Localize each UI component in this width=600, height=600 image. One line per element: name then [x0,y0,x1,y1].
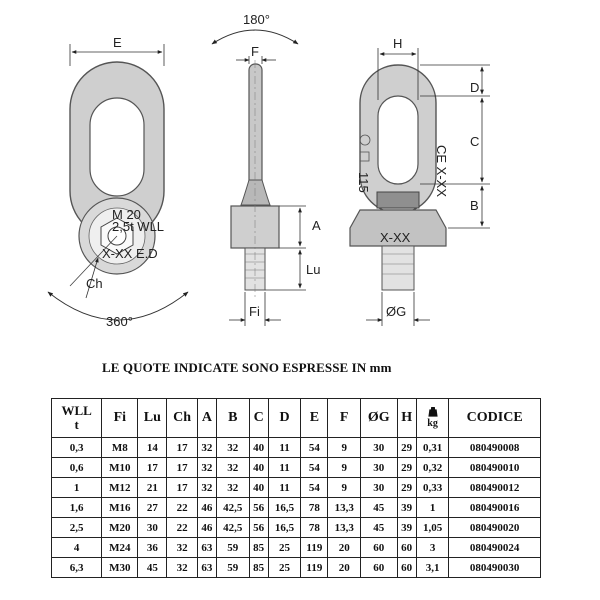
cell-c: 40 [249,478,268,498]
cell-d: 16,5 [268,518,301,538]
cell-ch: 17 [167,458,197,478]
cell-e: 54 [301,458,328,478]
cell-d: 25 [268,558,301,578]
cell-f: 13,3 [328,498,361,518]
col-header-codice: CODICE [449,399,541,438]
cell-g: 60 [360,538,397,558]
table-header-row [52,399,541,438]
eye-bolt-side-view [231,60,279,298]
dim-a-label: A [312,218,321,233]
cell-codice: 080490030 [449,558,541,578]
cell-c: 56 [249,518,268,538]
cell-fi: M20 [102,518,138,538]
side-number-marking: 115 [356,172,371,193]
cell-lu: 17 [138,458,167,478]
cell-a: 63 [197,538,216,558]
cell-f: 20 [328,538,361,558]
cell-h: 39 [397,518,416,538]
col-header-wll-line2: t [74,417,79,432]
cell-h: 60 [397,558,416,578]
cell-g: 30 [360,458,397,478]
cell-lu: 27 [138,498,167,518]
cell-codice: 080490016 [449,498,541,518]
cell-ch: 17 [167,438,197,458]
cell-e: 119 [301,538,328,558]
table-row [52,538,541,558]
cell-b: 42,5 [217,518,250,538]
cell-a: 46 [197,498,216,518]
dim-ch-label: Ch [86,276,103,291]
cell-wll: 1 [52,478,102,498]
cell-c: 40 [249,458,268,478]
col-header-ch: Ch [167,399,197,438]
cell-h: 29 [397,478,416,498]
cell-kg: 0,32 [416,458,449,478]
cell-d: 11 [268,478,301,498]
cell-a: 32 [197,438,216,458]
cell-d: 16,5 [268,498,301,518]
cell-b: 59 [217,538,250,558]
units-caption: LE QUOTE INDICATE SONO ESPRESSE IN mm [102,360,392,375]
cell-f: 9 [328,458,361,478]
cell-f: 13,3 [328,518,361,538]
dim-h-label: H [393,36,403,51]
table-row [52,438,541,458]
hub-wll-marking: 2,5t WLL [112,219,165,234]
cell-codice: 080490008 [449,438,541,458]
cell-c: 56 [249,498,268,518]
cell-d: 11 [268,438,301,458]
cell-codice: 080490012 [449,478,541,498]
cell-fi: M12 [102,478,138,498]
cell-e: 78 [301,518,328,538]
dim-fi-label: Fi [249,304,260,319]
cell-c: 85 [249,538,268,558]
dim-e-label: E [113,35,122,50]
side-ce-marking: CE X-XX [434,145,449,198]
cell-h: 39 [397,498,416,518]
cell-codice: 080490020 [449,518,541,538]
cell-f: 9 [328,438,361,458]
col-header-e: E [301,399,328,438]
cell-h: 29 [397,458,416,478]
cell-ch: 32 [167,558,197,578]
cell-e: 78 [301,498,328,518]
cell-e: 54 [301,478,328,498]
cell-c: 40 [249,438,268,458]
cell-codice: 080490024 [449,538,541,558]
col-header-h: H [397,399,416,438]
cell-lu: 30 [138,518,167,538]
hub-size-marking: M 20 [112,207,141,222]
col-header-kg [416,399,449,438]
cell-g: 45 [360,518,397,538]
table-body [52,438,541,578]
cell-b: 42,5 [217,498,250,518]
cell-fi: M16 [102,498,138,518]
cell-c: 85 [249,558,268,578]
specifications-table [51,398,541,578]
cell-kg: 0,31 [416,438,449,458]
cell-fi: M30 [102,558,138,578]
cell-kg: 0,33 [416,478,449,498]
angle-180-label: 180° [243,12,270,27]
col-header-g: ØG [360,399,397,438]
body-code-marking: X-XX [380,230,411,245]
cell-kg: 1 [416,498,449,518]
col-header-c: C [249,399,268,438]
cell-lu: 36 [138,538,167,558]
cell-e: 54 [301,438,328,458]
cell-ch: 22 [167,498,197,518]
col-header-a: A [197,399,216,438]
cell-kg: 3 [416,538,449,558]
table-row [52,518,541,538]
cell-a: 32 [197,478,216,498]
dim-d-label: D [470,80,480,95]
col-header-wll-line1: WLL [61,403,92,418]
cell-lu: 21 [138,478,167,498]
table-row [52,478,541,498]
cell-d: 11 [268,458,301,478]
table-row [52,498,541,518]
cell-wll: 4 [52,538,102,558]
col-header-fi: Fi [102,399,138,438]
dim-b-label: B [470,198,479,213]
cell-h: 60 [397,538,416,558]
cell-g: 60 [360,558,397,578]
cell-h: 29 [397,438,416,458]
col-header-f: F [328,399,361,438]
cell-fi: M8 [102,438,138,458]
cell-b: 32 [217,438,250,458]
col-header-d: D [268,399,301,438]
cell-wll: 6,3 [52,558,102,578]
dim-f-label: F [251,44,259,59]
hub-code-marking: X-XX E.D [102,246,158,261]
cell-b: 59 [217,558,250,578]
cell-a: 32 [197,458,216,478]
cell-wll: 0,6 [52,458,102,478]
cell-g: 30 [360,438,397,458]
dim-og-label: ØG [386,304,407,319]
cell-f: 9 [328,478,361,498]
cell-f: 20 [328,558,361,578]
angle-360-label: 360° [106,314,133,329]
col-header-kg-label: kg [427,418,438,429]
cell-wll: 2,5 [52,518,102,538]
cell-fi: M24 [102,538,138,558]
cell-ch: 17 [167,478,197,498]
cell-g: 30 [360,478,397,498]
col-header-b: B [217,399,250,438]
cell-d: 25 [268,538,301,558]
weight-icon [428,407,438,417]
cell-kg: 3,1 [416,558,449,578]
cell-ch: 32 [167,538,197,558]
cell-a: 63 [197,558,216,578]
cell-wll: 1,6 [52,498,102,518]
cell-b: 32 [217,458,250,478]
cell-ch: 22 [167,518,197,538]
col-header-lu: Lu [138,399,167,438]
cell-codice: 080490010 [449,458,541,478]
cell-e: 119 [301,558,328,578]
col-header-wll [52,399,102,438]
cell-fi: M10 [102,458,138,478]
table-row [52,558,541,578]
cell-b: 32 [217,478,250,498]
cell-wll: 0,3 [52,438,102,458]
table-row [52,458,541,478]
dim-c-label: C [470,134,480,149]
cell-lu: 14 [138,438,167,458]
cell-g: 45 [360,498,397,518]
cell-lu: 45 [138,558,167,578]
cell-a: 46 [197,518,216,538]
dim-lu-label: Lu [306,262,321,277]
cell-kg: 1,05 [416,518,449,538]
